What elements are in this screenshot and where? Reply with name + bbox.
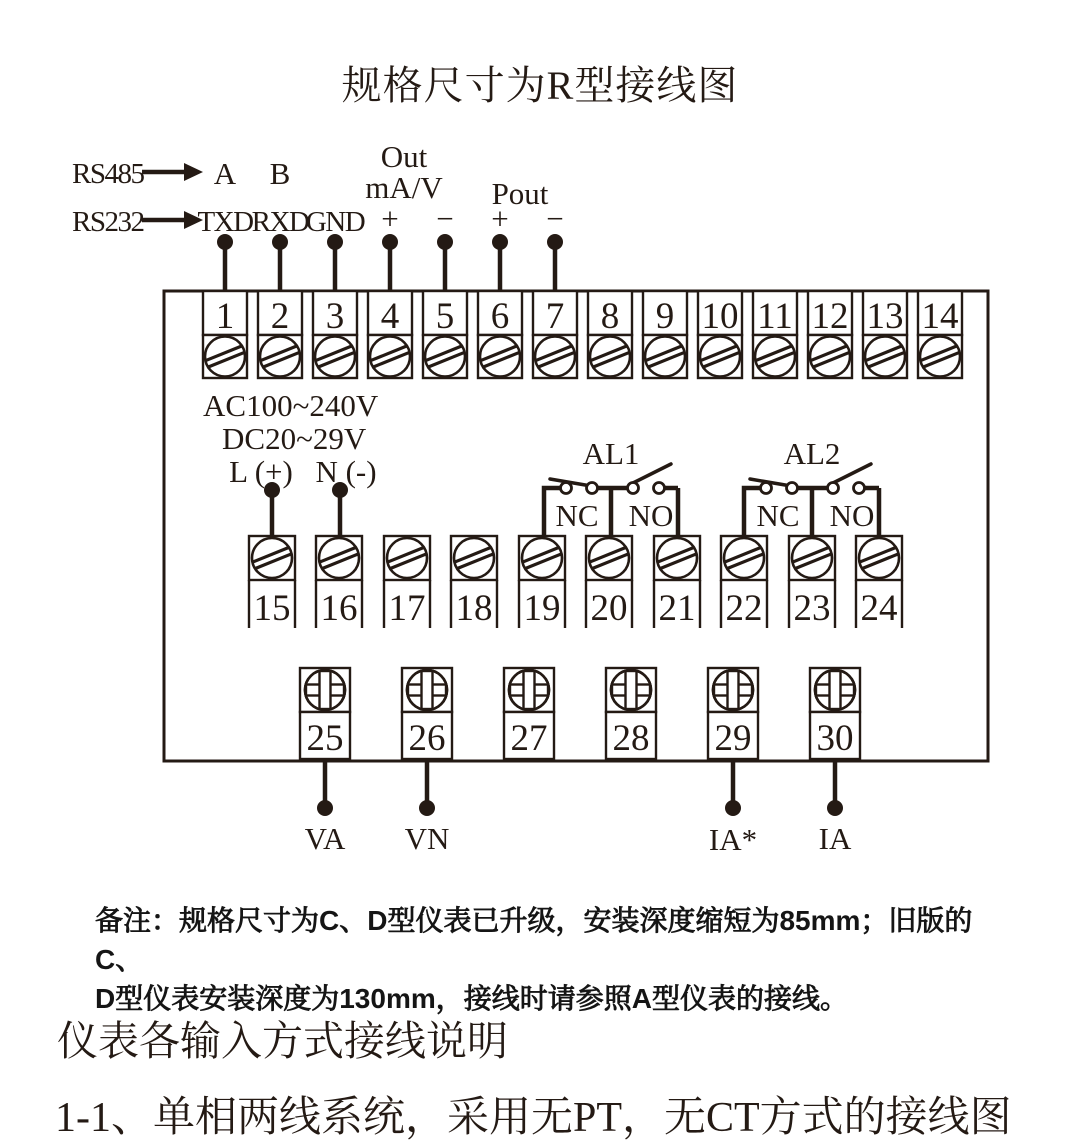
terminal-27 bbox=[504, 668, 554, 759]
subsection-heading: 1-1、单相两线系统，采用无PT，无CT方式的接线图 bbox=[55, 1095, 1012, 1141]
terminal-18 bbox=[451, 536, 497, 629]
terminal-row-top bbox=[203, 291, 962, 378]
cross-screw-icon bbox=[407, 670, 447, 710]
slot-screw-icon bbox=[859, 538, 899, 578]
rs232-arrow-icon bbox=[142, 211, 203, 229]
terminal-row-middle bbox=[249, 536, 902, 629]
pout-minus-label: − bbox=[546, 201, 564, 236]
wire-dot bbox=[547, 234, 563, 250]
diagram-title: 规格尺寸为R型接线图 bbox=[341, 63, 739, 108]
terminal-number: 1 bbox=[215, 296, 235, 337]
al2-nc-label: NC bbox=[756, 498, 800, 533]
wire-dot bbox=[317, 800, 333, 816]
bottom-wire-dots bbox=[317, 800, 843, 816]
slot-screw-icon bbox=[454, 538, 494, 578]
slot-screw-icon bbox=[700, 337, 740, 377]
cross-screw-icon bbox=[815, 670, 855, 710]
al2-label: AL2 bbox=[783, 436, 841, 471]
ia-label: IA bbox=[818, 821, 852, 856]
rs485-a-label: A bbox=[213, 156, 237, 191]
terminal-number: 27 bbox=[510, 718, 548, 759]
terminal-number: 30 bbox=[816, 718, 854, 759]
slot-screw-icon bbox=[205, 337, 245, 377]
slot-screw-icon bbox=[387, 538, 427, 578]
wire-dot bbox=[382, 234, 398, 250]
terminal-20 bbox=[586, 536, 632, 629]
terminal-number: 22 bbox=[725, 588, 763, 629]
terminal-26 bbox=[402, 668, 452, 759]
terminal-23 bbox=[789, 536, 835, 629]
slot-screw-icon bbox=[319, 538, 359, 578]
terminal-11 bbox=[753, 291, 797, 378]
txd-label: TXD bbox=[197, 206, 253, 238]
terminal-21 bbox=[654, 536, 700, 629]
terminal-number: 10 bbox=[701, 296, 739, 337]
ia-star-label: IA* bbox=[708, 822, 758, 857]
wire-dot bbox=[827, 800, 843, 816]
terminal-number: 7 bbox=[545, 296, 565, 337]
note-line-2: D型仪表安装深度为130mm，接线时请参照A型仪表的接线。 bbox=[95, 983, 848, 1014]
gnd-label: GND bbox=[305, 206, 365, 238]
al1-label: AL1 bbox=[582, 436, 640, 471]
slot-screw-icon bbox=[535, 337, 575, 377]
terminal-10 bbox=[698, 291, 742, 378]
terminal-number: 19 bbox=[523, 588, 561, 629]
terminal-25 bbox=[300, 668, 350, 759]
cross-screw-icon bbox=[305, 670, 345, 710]
terminal-number: 18 bbox=[455, 588, 493, 629]
slot-screw-icon bbox=[522, 538, 562, 578]
al2-no-label: NO bbox=[829, 498, 875, 533]
wire-dot bbox=[419, 800, 435, 816]
terminal-number: 24 bbox=[860, 588, 898, 629]
terminal-22 bbox=[721, 536, 767, 629]
terminal-30 bbox=[810, 668, 860, 759]
terminal-number: 14 bbox=[921, 296, 959, 337]
note-text bbox=[95, 901, 1015, 1018]
terminal-number: 2 bbox=[270, 296, 290, 337]
terminal-17 bbox=[384, 536, 430, 629]
terminal-row-bottom bbox=[300, 668, 860, 759]
terminal-number: 15 bbox=[253, 588, 291, 629]
slot-screw-icon bbox=[315, 337, 355, 377]
terminal-14 bbox=[918, 291, 962, 378]
terminal-number: 8 bbox=[600, 296, 620, 337]
wire-dot bbox=[437, 234, 453, 250]
note-line-1: 备注：规格尺寸为C、D型仪表已升级，安装深度缩短为85mm；旧版的C、 bbox=[95, 905, 973, 975]
pout-label: Pout bbox=[491, 176, 549, 211]
slot-screw-icon bbox=[590, 337, 630, 377]
wire-dot bbox=[492, 234, 508, 250]
slot-screw-icon bbox=[370, 337, 410, 377]
vn-label: VN bbox=[404, 821, 450, 856]
out-label: Out bbox=[380, 139, 428, 174]
terminal-3 bbox=[313, 291, 357, 378]
pout-plus-label: + bbox=[491, 201, 509, 236]
va-label: VA bbox=[304, 821, 346, 856]
terminal-12 bbox=[808, 291, 852, 378]
terminal-13 bbox=[863, 291, 907, 378]
bottom-wires bbox=[325, 761, 835, 808]
power-wires bbox=[272, 490, 340, 536]
terminal-number: 16 bbox=[320, 588, 358, 629]
slot-screw-icon bbox=[589, 538, 629, 578]
line-plus-label: L (+) bbox=[229, 454, 293, 489]
terminal-5 bbox=[423, 291, 467, 378]
terminal-29 bbox=[708, 668, 758, 759]
terminal-number: 23 bbox=[793, 588, 831, 629]
section-heading: 仪表各输入方式接线说明 bbox=[57, 1018, 508, 1064]
al1-no-label: NO bbox=[628, 498, 674, 533]
terminal-16 bbox=[316, 536, 362, 629]
al1-nc-label: NC bbox=[555, 498, 599, 533]
terminal-number: 26 bbox=[408, 718, 446, 759]
terminal-number: 21 bbox=[658, 588, 696, 629]
rxd-label: RXD bbox=[251, 206, 309, 238]
cross-screw-icon bbox=[611, 670, 651, 710]
terminal-number: 9 bbox=[655, 296, 675, 337]
terminal-number: 28 bbox=[612, 718, 650, 759]
terminal-7 bbox=[533, 291, 577, 378]
terminal-number: 29 bbox=[714, 718, 752, 759]
terminal-number: 20 bbox=[590, 588, 628, 629]
terminal-number: 12 bbox=[811, 296, 849, 337]
rs485-b-label: B bbox=[269, 156, 291, 191]
cross-screw-icon bbox=[713, 670, 753, 710]
terminal-8 bbox=[588, 291, 632, 378]
cross-screw-icon bbox=[509, 670, 549, 710]
slot-screw-icon bbox=[260, 337, 300, 377]
terminal-number: 13 bbox=[866, 296, 904, 337]
slot-screw-icon bbox=[865, 337, 905, 377]
slot-screw-icon bbox=[755, 337, 795, 377]
neutral-minus-label: N (-) bbox=[315, 454, 377, 489]
slot-screw-icon bbox=[810, 337, 850, 377]
terminal-19 bbox=[519, 536, 565, 629]
dc-rating-label: DC20~29V bbox=[222, 421, 367, 456]
out-plus-label: + bbox=[381, 201, 399, 236]
terminal-28 bbox=[606, 668, 656, 759]
terminal-1 bbox=[203, 291, 247, 378]
terminal-6 bbox=[478, 291, 522, 378]
terminal-number: 6 bbox=[490, 296, 510, 337]
rs232-label: RS232 bbox=[72, 206, 144, 238]
terminal-number: 4 bbox=[380, 296, 400, 337]
terminal-2 bbox=[258, 291, 302, 378]
terminal-number: 3 bbox=[325, 296, 345, 337]
slot-screw-icon bbox=[657, 538, 697, 578]
terminal-number: 5 bbox=[435, 296, 455, 337]
terminal-number: 17 bbox=[388, 588, 426, 629]
terminal-number: 25 bbox=[306, 718, 344, 759]
slot-screw-icon bbox=[252, 538, 292, 578]
terminal-15 bbox=[249, 536, 295, 629]
ac-rating-label: AC100~240V bbox=[203, 388, 379, 423]
terminal-24 bbox=[856, 536, 902, 629]
slot-screw-icon bbox=[920, 337, 960, 377]
ma-v-label: mA/V bbox=[365, 170, 443, 205]
slot-screw-icon bbox=[480, 337, 520, 377]
slot-screw-icon bbox=[724, 538, 764, 578]
slot-screw-icon bbox=[425, 337, 465, 377]
rs485-arrow-icon bbox=[142, 163, 203, 181]
rs485-label: RS485 bbox=[72, 158, 144, 190]
out-minus-label: − bbox=[436, 201, 454, 236]
terminal-4 bbox=[368, 291, 412, 378]
terminal-number: 11 bbox=[757, 296, 793, 337]
slot-screw-icon bbox=[645, 337, 685, 377]
wire-dot bbox=[725, 800, 741, 816]
slot-screw-icon bbox=[792, 538, 832, 578]
terminal-9 bbox=[643, 291, 687, 378]
